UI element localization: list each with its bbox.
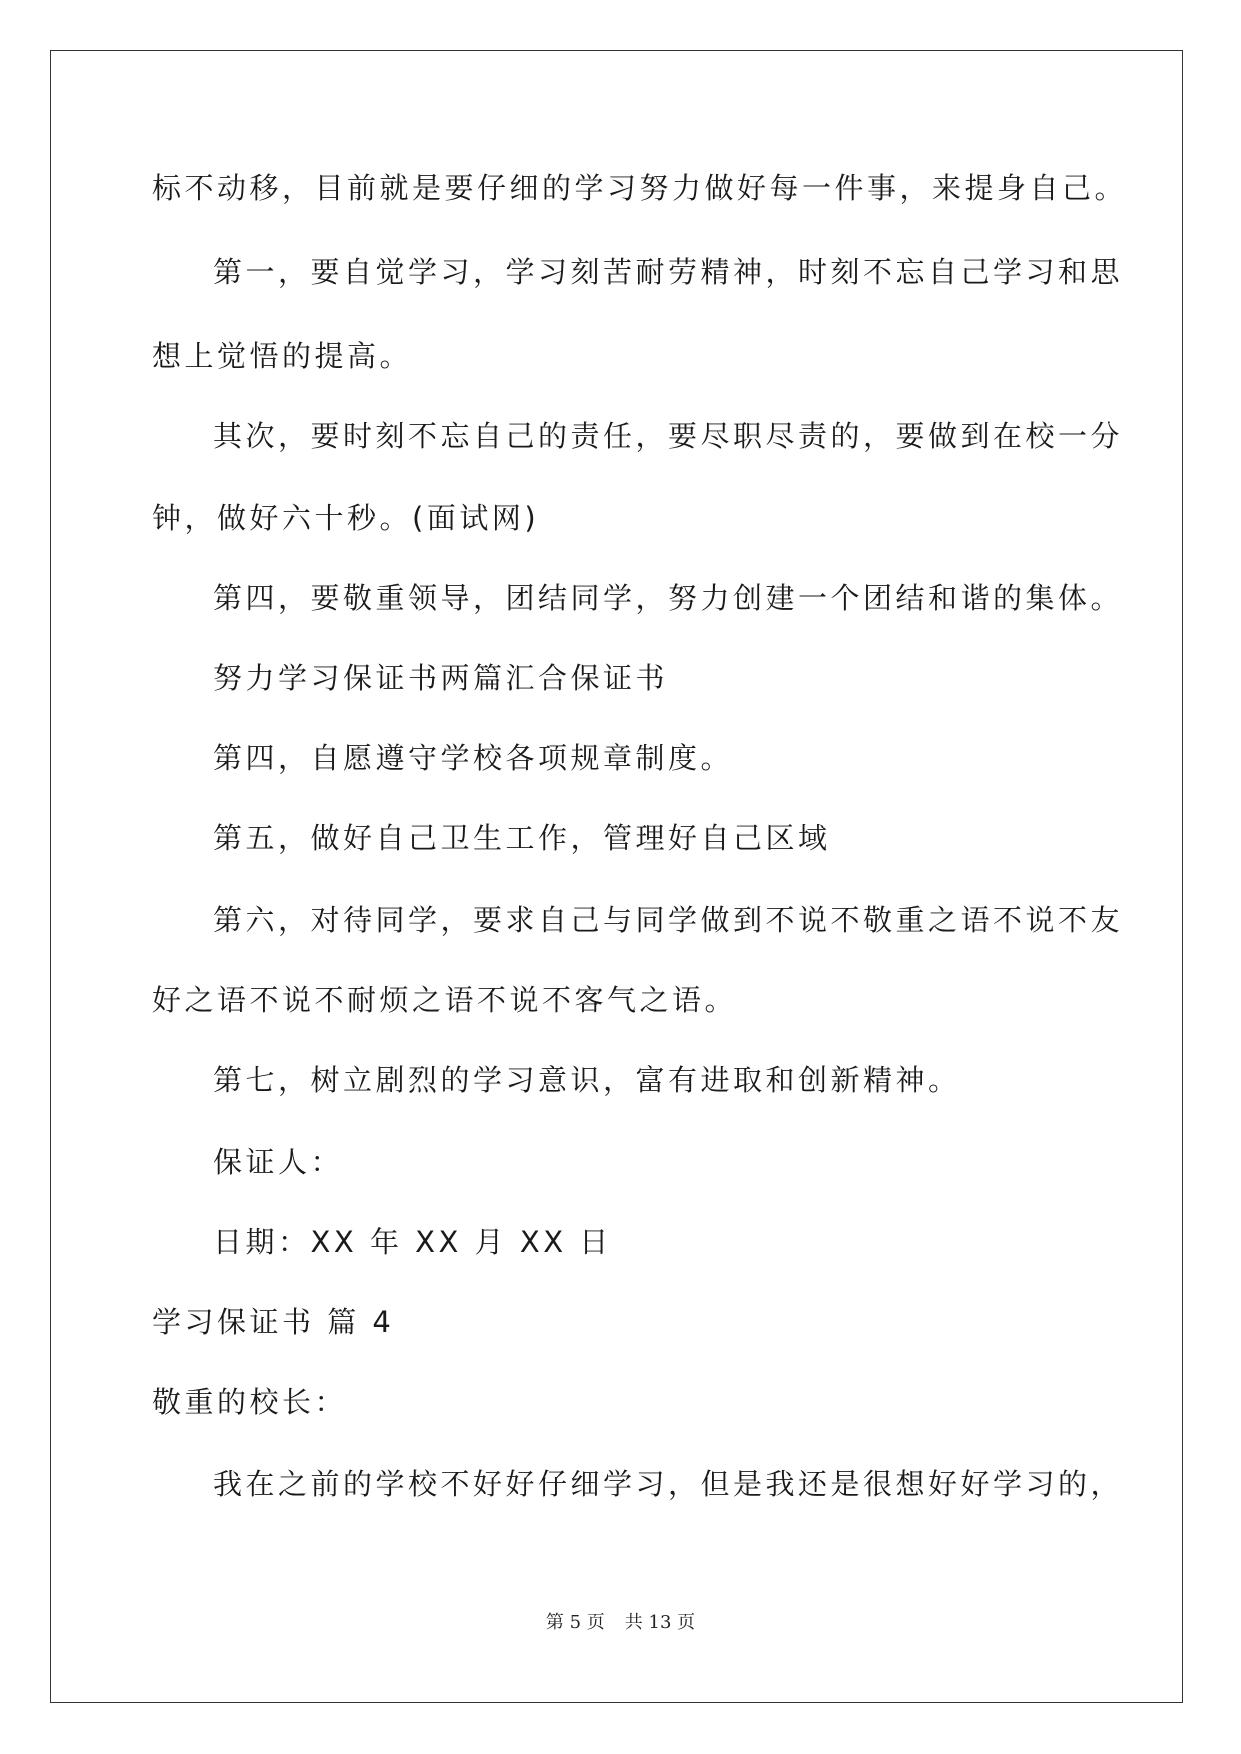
text-line-6: 第四，要敬重领导，团结同学，努力创建一个团结和谐的集体。 [213,581,1124,615]
page-border [50,50,1183,1703]
date-line: 日期：XX 年 XX 月 XX 日 [213,1225,612,1259]
text-line-7: 努力学习保证书两篇汇合保证书 [213,661,669,695]
page-footer [0,1612,1241,1634]
text-line-1: 标不动移，目前就是要仔细的学习努力做好每一件事，来提身自己。 [152,171,1128,205]
page-number: 第 5 页 [545,1612,605,1633]
text-line-17: 我在之前的学校不好好仔细学习，但是我还是很想好好学习的， [213,1467,1124,1501]
text-line-10: 第六，对待同学，要求自己与同学做到不说不敬重之语不说不友 [213,903,1124,937]
page-total: 共 13 页 [624,1612,696,1633]
text-line-11: 好之语不说不耐烦之语不说不客气之语。 [152,983,738,1017]
text-line-8: 第四，自愿遵守学校各项规章制度。 [213,741,734,775]
text-line-3: 想上觉悟的提高。 [152,339,413,373]
signer-label: 保证人： [213,1145,344,1179]
section-heading: 学习保证书 篇 4 [152,1305,395,1339]
text-line-4: 其次，要时刻不忘自己的责任，要尽职尽责的，要做到在校一分 [213,419,1124,453]
text-line-9: 第五，做好自己卫生工作，管理好自己区域 [213,821,831,855]
text-line-12: 第七，树立剧烈的学习意识，富有进取和创新精神。 [213,1063,961,1097]
text-line-2: 第一，要自觉学习，学习刻苦耐劳精神，时刻不忘自己学习和思 [213,255,1124,289]
salutation: 敬重的校长： [152,1385,348,1419]
text-line-5: 钟，做好六十秒。(面试网) [152,501,540,535]
